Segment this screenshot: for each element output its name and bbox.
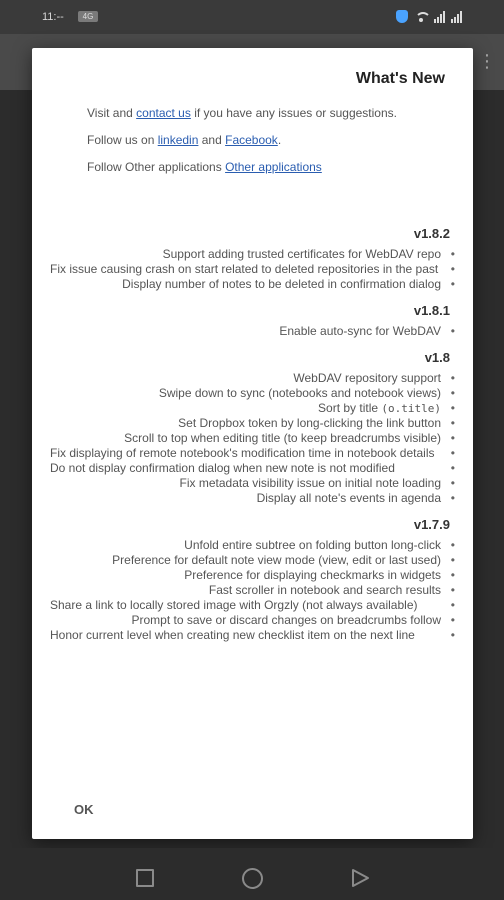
note-text: Scroll to top when editing title (to keep breadcrumbs visible) xyxy=(124,431,441,445)
note-text: Do not display confirmation dialog when new note is not modified xyxy=(50,461,395,475)
note-text: Fix displaying of remote notebook's modification time in notebook details xyxy=(50,446,435,460)
list-item xyxy=(50,599,455,612)
bullet: • xyxy=(450,491,455,505)
sort-by-title-text: Sort by title xyxy=(318,401,379,415)
bullet: • xyxy=(450,416,455,430)
dialog-title: What's New xyxy=(355,70,445,87)
bullet: • xyxy=(450,538,455,552)
list-item xyxy=(50,263,455,276)
shield-icon xyxy=(396,10,408,23)
note-text: Honor current level when creating new checklist item on the next line xyxy=(50,628,415,642)
list-item xyxy=(50,554,455,567)
bullet: • xyxy=(450,324,455,338)
version-heading: v1.7.9 xyxy=(413,517,450,532)
list-item xyxy=(50,248,455,261)
list-item xyxy=(50,614,455,627)
bullet: • xyxy=(450,446,455,460)
list-item xyxy=(50,325,455,338)
bullet: • xyxy=(450,628,455,642)
list-item xyxy=(50,372,455,385)
note-text: Unfold entire subtree on folding button long-click xyxy=(184,538,441,552)
status-icons xyxy=(396,10,462,23)
version-heading: v1.8.1 xyxy=(413,303,450,318)
note-text xyxy=(50,402,441,415)
facebook-link[interactable]: Facebook xyxy=(225,133,278,147)
contact-line-pre: Visit and xyxy=(87,106,137,120)
bullet: • xyxy=(450,386,455,400)
list-item xyxy=(50,477,455,490)
status-time: 11:-- xyxy=(42,11,64,23)
other-applications-link[interactable]: Other applications xyxy=(225,160,322,174)
more-icon[interactable]: ⋮ xyxy=(478,51,496,71)
bullet: • xyxy=(450,583,455,597)
note-text: Support adding trusted certificates for WebDAV repo xyxy=(162,247,441,261)
note-text: Fix metadata visibility issue on initial note loading xyxy=(179,476,441,490)
list-item xyxy=(50,539,455,552)
navigation-bar xyxy=(0,848,504,900)
note-text: Display all note's events in agenda xyxy=(256,491,441,505)
list-item xyxy=(50,462,455,475)
note-text: Display number of notes to be deleted in confirmation dialog xyxy=(122,277,441,291)
note-text: Share a link to locally stored image with Orgzly (not always available) xyxy=(50,598,418,612)
note-text: Fix issue causing crash on start related to deleted repositories in the past xyxy=(50,262,439,276)
list-item xyxy=(50,278,455,291)
whats-new-dialog xyxy=(32,48,473,839)
bullet: • xyxy=(450,431,455,445)
bullet: • xyxy=(450,277,455,291)
list-item xyxy=(50,569,455,582)
list-item xyxy=(50,417,455,430)
network-badge: 4G xyxy=(78,11,98,22)
list-item xyxy=(50,492,455,505)
bullet: • xyxy=(450,598,455,612)
note-text: Preference for displaying checkmarks in widgets xyxy=(184,568,441,582)
wifi-icon xyxy=(414,11,428,23)
intro-text xyxy=(87,106,457,187)
version-heading: v1.8.2 xyxy=(413,226,450,241)
other-apps-pre: Follow Other applications xyxy=(87,160,226,174)
follow-line-pre: Follow us on xyxy=(87,133,158,147)
bullet: • xyxy=(450,371,455,385)
bullet: • xyxy=(450,461,455,475)
bullet: • xyxy=(450,401,455,415)
note-text: Preference for default note view mode (view, edit or last used) xyxy=(112,553,441,567)
recent-apps-icon[interactable] xyxy=(136,869,154,887)
linkedin-link[interactable]: linkedin xyxy=(157,133,199,147)
contact-line xyxy=(87,106,457,133)
ok-button[interactable]: OK xyxy=(74,802,94,817)
bullet: • xyxy=(450,262,455,276)
follow-line-mid: and xyxy=(198,133,226,147)
note-text: WebDAV repository support xyxy=(293,371,441,385)
note-text: Set Dropbox token by long-clicking the link button xyxy=(178,416,441,430)
list-item xyxy=(50,584,455,597)
follow-line xyxy=(87,133,457,160)
note-text: Prompt to save or discard changes on breadcrumbs follow xyxy=(131,613,441,627)
note-text: Enable auto-sync for WebDAV xyxy=(279,324,441,338)
list-item xyxy=(50,387,455,400)
list-item xyxy=(50,447,455,460)
note-text: Fast scroller in notebook and search results xyxy=(208,583,441,597)
changelog xyxy=(50,226,455,644)
list-item xyxy=(50,629,455,642)
bullet: • xyxy=(450,553,455,567)
back-icon[interactable] xyxy=(350,868,370,888)
status-bar xyxy=(0,0,504,34)
note-text: Swipe down to sync (notebooks and notebook views) xyxy=(158,386,441,400)
list-item xyxy=(50,432,455,445)
bullet: • xyxy=(450,568,455,582)
contact-line-post: if you have any issues or suggestions. xyxy=(190,106,397,120)
bullet: • xyxy=(450,247,455,261)
list-item xyxy=(50,402,455,415)
contact-us-link[interactable]: contact us xyxy=(136,106,191,120)
signal-icon-2 xyxy=(451,11,462,23)
follow-line-post: . xyxy=(277,133,282,147)
signal-icon xyxy=(434,11,445,23)
version-heading: v1.8 xyxy=(424,350,450,365)
sort-code: (o.title) xyxy=(381,402,441,415)
bullet: • xyxy=(450,613,455,627)
other-apps-line xyxy=(87,160,457,187)
home-icon[interactable] xyxy=(242,868,263,889)
bullet: • xyxy=(450,476,455,490)
